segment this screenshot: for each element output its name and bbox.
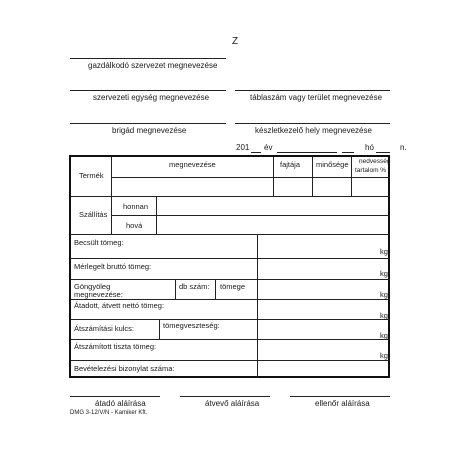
month-blank[interactable] <box>277 152 337 153</box>
moisture-column-header-1: nedvesség <box>359 158 391 165</box>
container-count-label: db szám: <box>179 282 210 291</box>
kg-unit-2: kg <box>380 269 388 278</box>
row-line-3 <box>71 299 390 300</box>
handover-signature-line[interactable] <box>70 396 160 397</box>
brigade-line[interactable] <box>70 123 226 124</box>
storage-line[interactable] <box>235 123 390 124</box>
kg-unit-1: kg <box>380 247 388 256</box>
row-line-2 <box>71 279 390 280</box>
z-mark: Z <box>232 36 239 47</box>
table-area-line[interactable] <box>235 90 390 91</box>
form-code: DMG 3-12/V/N - Kamiker Kft. <box>70 410 148 416</box>
container-weight-divider <box>215 279 216 299</box>
receipt-doc-label: Bevételezési bizonylat száma: <box>74 364 175 373</box>
day-word: n. <box>400 143 407 152</box>
controller-signature-line[interactable] <box>290 396 390 397</box>
moisture-column-header-2: tartalom % <box>355 167 387 174</box>
storage-label: készletkezelő hely megnevezése <box>255 126 372 135</box>
org-name-line[interactable] <box>70 58 226 59</box>
day-blank-2[interactable] <box>376 152 390 153</box>
to-label: hová <box>126 221 143 230</box>
row-line-5 <box>71 339 390 340</box>
from-label: honnan <box>123 202 149 211</box>
month-word: hó <box>365 143 374 152</box>
weighing-form-table <box>69 155 390 378</box>
row-line-4 <box>71 319 390 320</box>
brigade-label: brigád megnevezése <box>112 126 187 135</box>
estimated-weight-label: Becsült tömeg: <box>74 238 124 247</box>
kg-unit-3: kg <box>380 290 388 299</box>
weight-loss-label: tömegveszteség: <box>163 321 220 330</box>
transport-mid-line <box>111 215 390 216</box>
product-section-bottom <box>71 196 390 197</box>
container-weight-label: tömege <box>220 282 246 291</box>
weight-loss-divider <box>159 319 160 339</box>
container-label-2: megnevezése: <box>74 290 123 299</box>
clean-weight-label: Átszámított tiszta tömeg: <box>74 342 157 351</box>
type-column-header: fajtája <box>280 160 301 169</box>
year-blank[interactable] <box>251 152 261 153</box>
controller-signature-label: ellenőr aláírása <box>315 399 370 408</box>
container-label-1: Göngyöleg <box>74 282 111 291</box>
receiver-signature-label: átvevő aláírása <box>205 399 260 408</box>
row-line-1 <box>71 258 390 259</box>
product-label: Termék <box>79 171 104 180</box>
row-line-6 <box>71 360 390 361</box>
handover-signature-label: átadó aláírása <box>95 399 146 408</box>
transport-section-bottom <box>71 234 390 235</box>
org-unit-line[interactable] <box>70 90 226 91</box>
year-prefix: 201 <box>236 143 250 152</box>
container-count-divider <box>175 279 176 299</box>
conversion-key-label: Átszámítási kulcs: <box>74 324 135 333</box>
kg-unit-5: kg <box>380 331 388 340</box>
org-name-label: gazdálkodó szervezet megnevezése <box>88 61 218 70</box>
transport-label: Szállítás <box>79 210 108 219</box>
table-area-label: táblaszám vagy terület megnevezése <box>250 93 383 102</box>
product-header-line <box>111 177 390 178</box>
kg-unit-6: kg <box>380 351 388 360</box>
quality-column-header: minősége <box>316 160 349 169</box>
kg-unit-4: kg <box>380 311 388 320</box>
year-word: év <box>264 143 273 152</box>
net-weight-label: Átadott, átvett nettó tömeg: <box>74 301 165 310</box>
gross-weight-label: Mérlegelt bruttó tömeg: <box>74 262 152 271</box>
name-column-header: megnevezése <box>169 160 216 169</box>
weight-column-divider <box>257 234 258 378</box>
receiver-signature-line[interactable] <box>180 396 270 397</box>
day-blank[interactable] <box>342 152 354 153</box>
org-unit-label: szervezeti egység megnevezése <box>93 93 210 102</box>
